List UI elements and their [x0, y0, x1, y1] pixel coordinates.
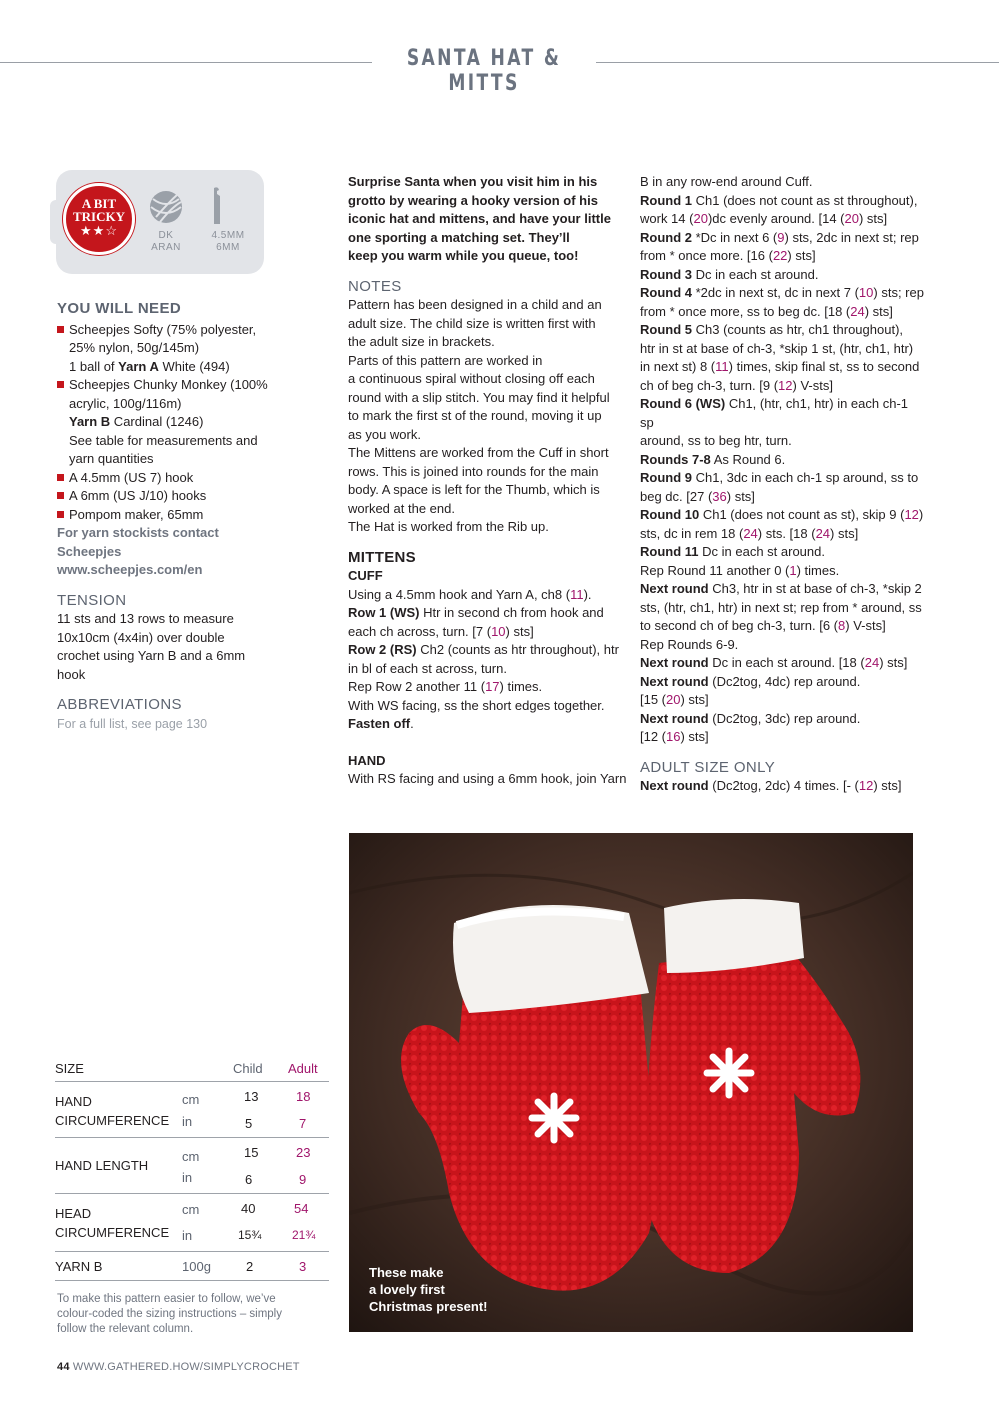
tension-heading: TENSION [57, 591, 127, 609]
pattern-column-3: B in any row-end around Cuff. Round 1 Ch1 (does not count as st throughout), work 14 (20)dc evenly around. [14 (20) sts] Round 2 *Dc in next 6 (9) sts, 2dc in next st; rep from * once more. [16 (22) sts] Round 3 Dc in each st around. Round 4 *2dc in next st, dc in next 7 (10) sts; rep from * once more, ss to beg dc. [18 (24) sts] Round 5 Ch3 (counts as htr, ch1 throughout), htr in st at base of ch-3, *skip 1 st, (htr, ch1, htr) in next st) 8 (11) times, skip final st, ss to second ch of beg ch-3, turn. [9 (12) V-sts] Round 6 (WS) Ch1, (htr, ch1, htr) in each ch-1 sp around, ss to beg htr, turn. Rounds 7-8 As Round 6. Round 9 Ch1, 3dc in each ch-1 sp around, ss to beg dc. [27 (36) sts] Round 10 Ch1 (does not count as st), skip 9 (12) sts, dc in rem 18 (24) sts. [18 (24) sts] Round 11 Dc in each st around. Rep Round 11 another 0 (1) times. Next round Ch3, htr in st at base of ch-3, *skip 2 sts, (htr, ch1, htr) in next st; rep from * around, ss to second ch of beg ch-3, turn. [6 (8) V-sts] Rep Rounds 6-9. Next round Dc in each st around. [18 (24) sts] Next round (Dc2tog, 4dc) rep around. [15 (20) sts] Next round (Dc2tog, 3dc) rep around. [12 (16) sts] ADULT SIZE ONLY Next round (Dc2tog, 2dc) 4 times. [- (12) sts] [640, 174, 924, 793]
intro-text: Surprise Santa when you visit him in his grotto by wearing a hooky version of his iconic hat and mittens, and have your little one sporting a matching set. They’ll keep you warm while you queue, too! [348, 174, 611, 263]
page-footer [57, 1361, 300, 1373]
table-header-row: SIZE Child Adult [55, 1058, 329, 1082]
materials-list [57, 321, 297, 525]
tension-line: hook [57, 666, 86, 682]
table-row: HEAD CIRCUMFERENCE cm in 40 15¾ 54 21¾ [55, 1194, 329, 1252]
notes-text: Pattern has been designed in a child and an adult size. The child size is written first with the adult size in brackets. Parts of this pattern are worked in a continuous spiral without closing off each round with a slip stitch. You may find it helpful to mark the first st of the round, moving it up as you work. The Mittens are worked from the Cuff in short rows. This is joined into rounds for the main body. A space is left for the Thumb, which is worked at the end. The Hat is worked from the Rib up. [348, 297, 610, 534]
hand-intro: With RS facing and using a 6mm hook, join Yarn [348, 771, 627, 786]
yarn-ball-icon [148, 189, 184, 225]
abbreviations-heading: ABBREVIATIONS [57, 696, 182, 713]
difficulty-line2: TRICKY [72, 209, 125, 224]
crochet-hook-icon [209, 186, 225, 226]
page-number: 44 [57, 1361, 70, 1373]
table-row: HAND LENGTH cm in 15 6 23 9 [55, 1138, 329, 1194]
table-note: To make this pattern easier to follow, we’ve colour-coded the sizing instructions – simply follow the relevant column. [57, 1293, 282, 1335]
hand-heading: HAND [348, 752, 386, 768]
cuff-heading: CUFF [348, 568, 383, 583]
difficulty-badge [63, 183, 135, 255]
yarn-weight-label: DK ARAN [151, 230, 181, 253]
photo-caption: These make a lovely first Christmas present! [369, 1265, 488, 1314]
table-row: HAND CIRCUMFERENCE cm in 13 5 18 7 [55, 1082, 329, 1138]
pattern-column-2 [348, 173, 628, 789]
difficulty-line1: A BIT [81, 196, 117, 211]
list-item: Scheepjes Chunky Monkey (100% acrylic, 100g/116m) Yarn B Cardinal (1246) See table for measurements and yarn quantities [57, 376, 297, 469]
size-table [55, 1058, 329, 1281]
list-item: A 6mm (US J/10) hooks [57, 487, 297, 506]
page-title: SANTA HAT & MITTS [406, 46, 562, 96]
list-item: A 4.5mm (US 7) hook [57, 469, 297, 488]
you-will-need-heading: YOU WILL NEED [57, 300, 182, 317]
header-rule-right [596, 62, 999, 63]
stockist-url[interactable]: www.scheepjes.com/en [57, 562, 203, 577]
list-item: Scheepjes Softy (75% polyester, 25% nylon, 50g/145m) 1 ball of Yarn A White (494) [57, 321, 297, 377]
tension-line: 10x10cm (4x4in) over double [57, 629, 225, 645]
list-item: Pompom maker, 65mm [57, 506, 297, 525]
cuff-instructions: Using a 4.5mm hook and Yarn A, ch8 (11). Row 1 (WS) Htr in second ch from hook and each ch across, turn. [7 (10) sts] Row 2 (RS) Ch2 (counts as htr throughout), htr in bl of each st across, turn. Rep Row 2 another 11 (17) times. With WS facing, ss the short edges together. Fasten off. [348, 586, 619, 731]
adult-size-heading: ADULT SIZE ONLY [640, 758, 776, 776]
hook-size-label: 4.5MM 6MM [211, 230, 245, 253]
mittens-heading: MITTENS [348, 548, 416, 566]
table-row: YARN B 100g 2 3 [55, 1252, 329, 1281]
stockist-line1: For yarn stockists contact [57, 525, 219, 540]
notes-heading: NOTES [348, 277, 402, 295]
abbreviations-text: For a full list, see page 130 [57, 716, 208, 731]
footer-url[interactable]: WWW.GATHERED.HOW/SIMPLYCROCHET [69, 1361, 300, 1373]
difficulty-stars: ★★☆ [80, 223, 118, 238]
stockist-line2: Scheepjes [57, 543, 122, 559]
materials-column [57, 300, 297, 733]
tension-line: 11 sts and 13 rows to measure [57, 611, 234, 626]
mittens-photo [349, 833, 913, 1332]
header-rule-left [0, 62, 372, 63]
tension-line: crochet using Yarn B and a 6mm [57, 648, 246, 663]
